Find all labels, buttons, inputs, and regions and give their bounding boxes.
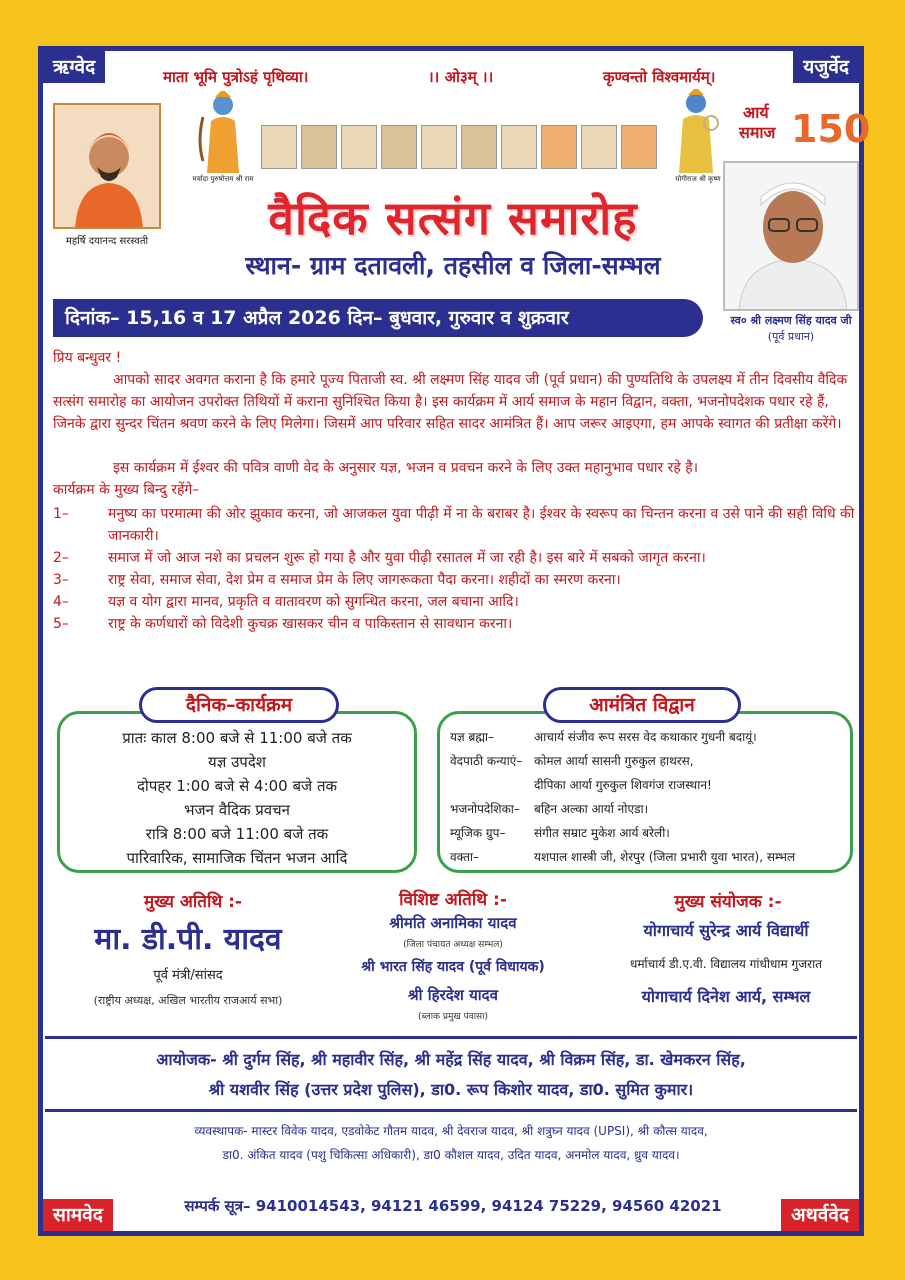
- portrait-role: (पूर्व प्रधान): [767, 330, 815, 343]
- event-title: वैदिक सत्संग समारोह: [268, 191, 638, 245]
- letter-paragraph-1: आपको सादर अवगत कराना है कि हमारे पूज्य पिताजी स्व. श्री लक्ष्मण सिंह यादव जी (पूर्व प्रधान) की पुण्यतिथि के उपलक्ष्य में तीन दिवसीय वैदिक सत्संग समारोह का आयोजन उपरोक्त तिथियों में कराना सुनिश्चित किया है। इस कार्यक्रम में आर्य समाज के महान विद्वान, वक्ता, भजनोपदेशक पधार रहे हैं, जिनके द्वारा सुन्दर चिंतन श्रवण करने के लिए मिलेगा। जिसमें आप परिवार सहित सादर आमंत्रित हैं। आप जरूर आइएगा, हम आपके स्वागत की प्रतीक्षा करेंगे।: [53, 372, 848, 432]
- corner-atharvaveda: अथर्ववेद: [781, 1199, 859, 1231]
- personality-thumb: [301, 125, 337, 169]
- list-item: 2– समाज में जो आज नशे का प्रचलन शुरू हो गया है और युवा पीढ़ी रसातल में जा रही है। इस बारे में सबको जागृत करना।: [53, 550, 706, 566]
- special-guest-2-name: श्री भारत सिंह यादव (पूर्व विधायक): [361, 959, 545, 975]
- dayanand-portrait: [53, 103, 161, 229]
- points-heading: कार्यक्रम के मुख्य बिन्दु रहेंगे–: [53, 482, 200, 498]
- convener-heading: मुख्य संयोजक :-: [674, 892, 782, 912]
- schedule-line: प्रातः काल 8:00 बजे से 11:00 बजे तक: [122, 729, 352, 747]
- special-guest-1-role: (जिला पंचायत अध्यक्ष सम्भल): [403, 940, 503, 950]
- chief-guest-role: पूर्व मंत्री/सांसद: [153, 968, 223, 983]
- late-father-portrait: [723, 161, 859, 311]
- om-heading: ।। ओ३म् ।।: [428, 68, 494, 86]
- list-item: वक्ता– यशपाल शास्त्री जी, शेरपुर (जिला प्रभारी युवा भारत), सम्भल: [450, 850, 796, 864]
- organizers-block: [45, 1036, 857, 1112]
- chief-guest-note: (राष्ट्रीय अध्यक्ष, अखिल भारतीय राजआर्य सभा): [93, 994, 283, 1007]
- personality-thumb: [381, 125, 417, 169]
- letter-paragraph-2: इस कार्यक्रम में ईश्वर की पवित्र वाणी वेद के अनुसार यज्ञ, भजन व प्रवचन करने के लिए उक्त महानुभाव पधार रहे है।: [113, 460, 699, 476]
- convener-1-name: योगाचार्य सुरेन्द्र आर्य विद्यार्थी: [643, 921, 809, 940]
- venue-line: स्थान- ग्राम दतावली, तहसील व जिला-सम्भल: [245, 251, 661, 280]
- contact-numbers: सम्पर्क सूत्र– 9410014543, 94121 46599, 94124 75229, 94560 42021: [184, 1197, 722, 1215]
- invited-scholars-box: [437, 711, 853, 873]
- schedule-line: यज्ञ उपदेश: [208, 753, 266, 771]
- list-item: 1– मनुष्य का परमात्मा की ओर झुकाव करना, जो आजकल युवा पीढ़ी में ना के बराबर है। ईश्वर के स्वरूप का चिन्तन करना व उसे पाने की सही विधि की जानकारी।: [53, 506, 855, 544]
- chief-guest-name: मा. डी.पी. यादव: [94, 922, 282, 957]
- dayanand-caption: महर्षि दयानन्द सरस्वती: [65, 236, 149, 247]
- list-item: म्यूजिक ग्रुप– संगीत सम्राट मुकेश आर्य बरेली।: [450, 826, 670, 840]
- corner-yajurveda: यजुर्वेद: [793, 51, 859, 83]
- special-guest-3-name: श्री हिरदेश यादव: [408, 986, 498, 1004]
- personality-thumb: [541, 125, 577, 169]
- schedule-line: पारिवारिक, सामाजिक चिंतन भजन आदि: [126, 849, 348, 867]
- letter-greeting: प्रिय बन्धुवर !: [53, 350, 122, 366]
- list-item: यज्ञ ब्रह्मा– आचार्य संजीव रूप सरस वेद कथाकार गुधनी बदायूं।: [450, 730, 757, 744]
- daily-programme-heading: दैनिक–कार्यक्रम: [139, 687, 339, 723]
- schedule-line: दोपहर 1:00 बजे से 4:00 बजे तक: [136, 777, 338, 795]
- personality-thumb: [461, 125, 497, 169]
- krishna-figure: [665, 89, 727, 173]
- personality-thumb: [261, 125, 297, 169]
- special-guest-heading: विशिष्ट अतिथि :-: [399, 890, 507, 910]
- convener-1-role: धर्माचार्य डी.ए.वी. विद्यालय गांधीधाम गुजरात: [629, 957, 823, 971]
- managers-block: [45, 1119, 857, 1167]
- list-item: दीपिका आर्या गुरुकुल शिवगंज राजस्थान!: [534, 778, 712, 792]
- list-item: वेदपाठी कन्याएं– कोमल आर्या सासनी गुरुकुल हाथरस,: [450, 754, 694, 768]
- krishna-caption: योगीराज श्री कृष्ण: [675, 175, 721, 183]
- chief-guest-heading: मुख्य अतिथि :-: [143, 892, 242, 912]
- arya-samaj-150-logo: आर्य समाज 150: [739, 103, 871, 151]
- ram-caption: मर्यादा पुरुषोत्तम श्री राम: [192, 175, 254, 183]
- motto-right: कृण्वन्तो विश्वमार्यम्।: [603, 68, 716, 86]
- invited-scholars-heading: आमंत्रित विद्वान: [543, 687, 741, 723]
- daily-programme-box: [57, 711, 417, 873]
- convener-2-name: योगाचार्य दिनेश आर्य, सम्भल: [641, 987, 811, 1006]
- personality-thumb: [501, 125, 537, 169]
- list-item: 3– राष्ट्र सेवा, समाज सेवा, देश प्रेम व समाज प्रेम के लिए जागरूकता पैदा करना। शहीदों का स्मरण करना।: [53, 572, 621, 588]
- organizers-line-2: श्री यशवीर सिंह (उत्तर प्रदेश पुलिस), डा0. रूप किशोर यादव, डा0. सुमित कुमार।: [208, 1080, 694, 1099]
- invitation-card: [38, 46, 871, 1236]
- portrait-name: स्व० श्री लक्ष्मण सिंह यादव जी: [730, 314, 852, 327]
- managers-line-2: डा0. अंकित यादव (पशु चिकित्सा अधिकारी), डा0 कौशल यादव, उदित यादव, अनमोल यादव, ध्रुव यादव।: [222, 1148, 680, 1162]
- list-item: भजनोपदेशिका– बहिन अल्का आर्या नोएडा।: [450, 802, 649, 816]
- motto-left: माता भूमि पुत्रोऽहं पृथिव्या।: [163, 68, 309, 86]
- list-item: 4– यज्ञ व योग द्वारा मानव, प्रकृति व वातावरण को सुगन्धित करना, जल बचाना आदि।: [53, 594, 519, 610]
- points-list: [53, 503, 859, 635]
- list-item: 5– राष्ट्र के कर्णधारों को विदेशी कुचक्र खासकर चीन व पाकिस्तान से सावधान करना।: [53, 616, 513, 632]
- corner-rigveda: ऋग्वेद: [43, 51, 105, 83]
- date-band: दिनांक– 15,16 व 17 अप्रैल 2026 दिन– बुधवार, गुरुवार व शुक्रवार: [53, 299, 703, 337]
- schedule-line: भजन वैदिक प्रवचन: [184, 801, 290, 819]
- personality-thumb: [581, 125, 617, 169]
- personality-thumb: [621, 125, 657, 169]
- special-guest-1-name: श्रीमति अनामिका यादव: [389, 914, 517, 932]
- personality-thumb: [421, 125, 457, 169]
- corner-samaveda: सामवेद: [43, 1199, 113, 1231]
- ram-figure: [193, 91, 253, 173]
- organizers-line-1: आयोजक- श्री दुर्गम सिंह, श्री महावीर सिंह, श्री महेंद्र सिंह यादव, श्री विक्रम सिंह, डा. खेमकरन सिंह,: [156, 1050, 746, 1069]
- schedule-line: रात्रि 8:00 बजे 11:00 बजे तक: [145, 825, 329, 843]
- special-guest-3-role: (ब्लाक प्रमुख पंवासा): [418, 1012, 488, 1022]
- personality-thumb: [341, 125, 377, 169]
- managers-line-1: व्यवस्थापक- मास्टर विवेक यादव, एडवोकेट गौतम यादव, श्री देवराज यादव, श्री शत्रुघ्न यादव (UPSI), श्री कौत्स यादव,: [194, 1124, 708, 1138]
